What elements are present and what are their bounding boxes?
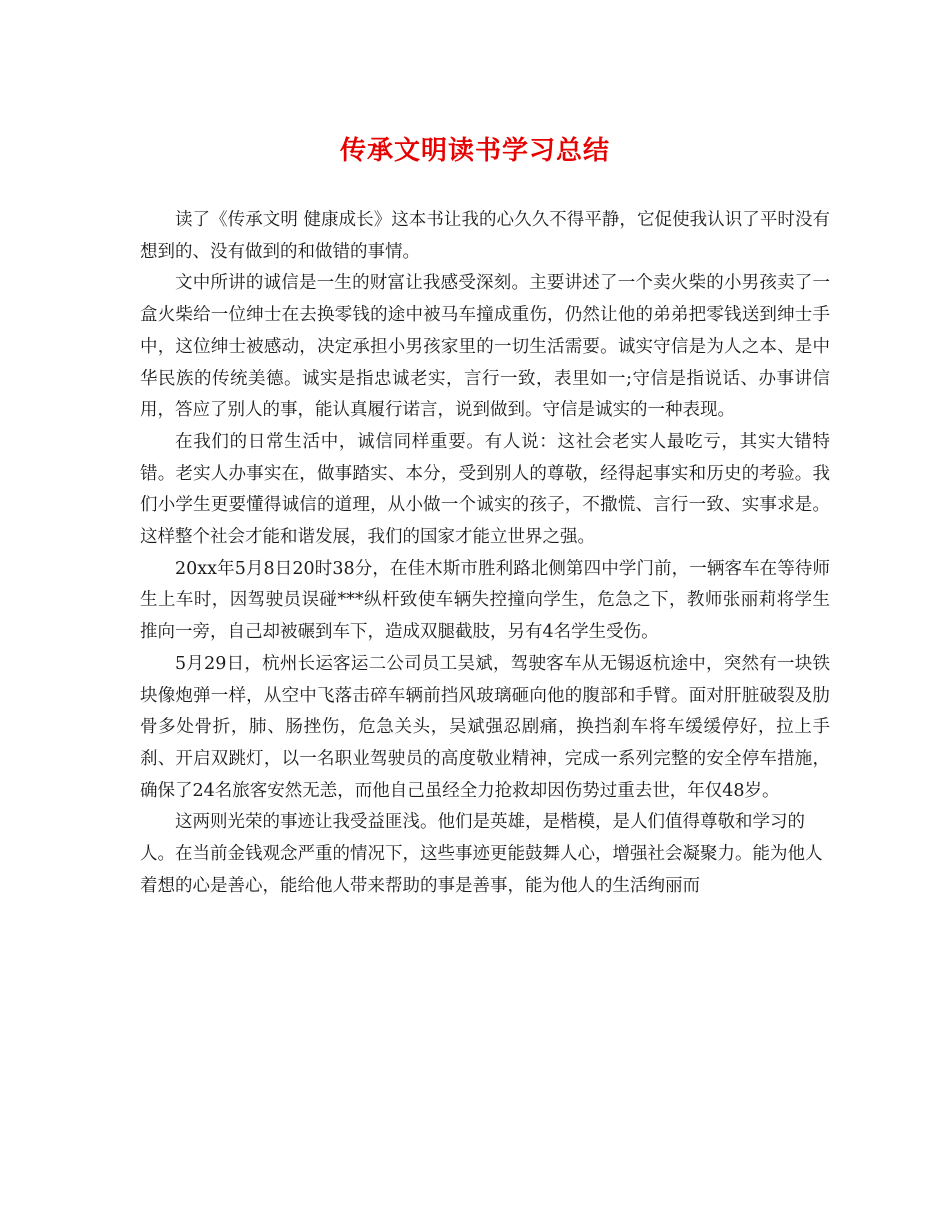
paragraph-6: 这两则光荣的事迹让我受益匪浅。他们是英雄，是楷模，是人们值得尊敬和学习的人。在当前金钱观念严重的情况下，这些事迹更能鼓舞人心，增强社会凝聚力。能为他人着想的心是善心，能给他人带来帮助的事是善事，能为他人的生活绚丽而	[140, 812, 823, 896]
paragraph-2: 文中所讲的诚信是一生的财富让我感受深刻。主要讲述了一个卖火柴的小男孩卖了一盒火柴给一位绅士在去换零钱的途中被马车撞成重伤，仍然让他的弟弟把零钱送到绅士手中，这位绅士被感动，决定承担小男孩家里的一切生活需要。诚实守信是为人之本、是中华民族的传统美德。诚实是指忠诚老实，言行一致，表里如一;守信是指说话、办事讲信用，答应了别人的事，能认真履行诺言，说到做到。守信是诚实的一种表现。	[140, 273, 830, 421]
paragraph-3: 在我们的日常生活中，诚信同样重要。有人说：这社会老实人最吃亏，其实大错特错。老实人办事实在，做事踏实、本分，受到别人的尊敬，经得起事实和历史的考验。我们小学生更要懂得诚信的道理，从小做一个诚实的孩子，不撒慌、言行一致、实事求是。这样整个社会才能和谐发展，我们的国家才能立世界之强。	[140, 431, 830, 548]
paragraph-4: 20xx年5月8日20时38分，在佳木斯市胜利路北侧第四中学门前，一辆客车在等待师生上车时，因驾驶员误碰***纵杆致使车辆失控撞向学生，危急之下，教师张丽莉将学生推向一旁，自己却被碾到车下，造成双腿截肢，另有4名学生受伤。	[140, 558, 830, 643]
paragraph-5: 5月29日，杭州长运客运二公司员工吴斌，驾驶客车从无锡返杭途中，突然有一块铁块像炮弹一样，从空中飞落击碎车辆前挡风玻璃砸向他的腹部和手臂。面对肝脏破裂及肋骨多处骨折，肺、肠挫伤，危急关头，吴斌强忍剧痛，换挡刹车将车缓缓停好，拉上手刹、开启双跳灯，以一名职业驾驶员的高度敬业精神，完成一系列完整的安全停车措施，确保了24名旅客安然无恙，而他自己虽经全力抢救却因伤势过重去世，年仅48岁。	[140, 653, 830, 801]
document-body	[140, 205, 830, 902]
document-title: 传承文明读书学习总结	[339, 136, 610, 166]
paragraph-1: 读了《传承文明 健康成长》这本书让我的心久久不得平静，它促使我认识了平时没有想到的、没有做到的和做错的事情。	[140, 210, 830, 262]
